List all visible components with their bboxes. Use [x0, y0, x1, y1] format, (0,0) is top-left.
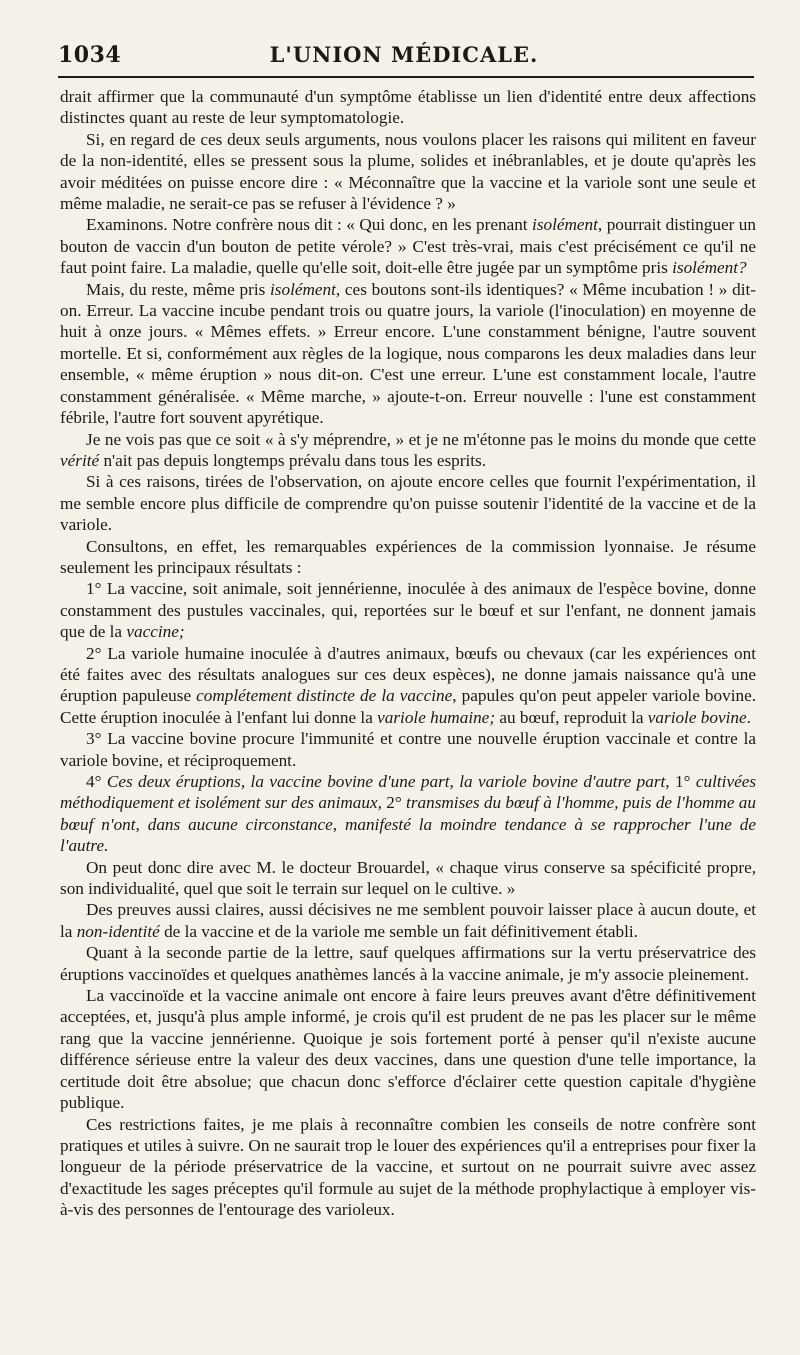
page-header — [58, 34, 750, 74]
paragraph: Si à ces raisons, tirées de l'observation, on ajoute encore celles que fournit l'expérimentation, il me semble encore plus difficile de comprendre qu'on puisse soutenir l'identité de la vaccine et de la variole. — [60, 472, 756, 535]
paragraph: 1° La vaccine, soit animale, soit jennérienne, inoculée à des animaux de l'espèce bovine, donne constamment des pustules vaccinales, qui, reportées sur le bœuf et sur l'enfant, ne donnent jamais que de la vaccine; — [60, 579, 756, 642]
paragraph: Je ne vois pas que ce soit « à s'y méprendre, » et je ne m'étonne pas le moins du monde que cette vérité n'ait pas depuis longtemps prévalu dans tous les esprits. — [60, 429, 756, 470]
paragraph: Des preuves aussi claires, aussi décisives ne me semblent pouvoir laisser place à aucun doute, et la non-identité de la vaccine et de la variole me semble un fait définitivement établi. — [60, 900, 756, 941]
paragraph: 2° La variole humaine inoculée à d'autres animaux, bœufs ou chevaux (car les expériences ont été faites avec des résultats analogues sur ces deux espèces), ne donne jamais naissance qu'à une éruption papuleuse complétement distincte de la vaccine, papules qu'on peut appeler variole bovine. Cette éruption inoculée à l'enfant lui donne la variole humaine; au bœuf, reproduit la variole bovine. — [60, 643, 756, 727]
paragraph: La vaccinoïde et la vaccine animale ont encore à faire leurs preuves avant d'être définitivement acceptées, et, jusqu'à plus ample informé, je crois qu'il est prudent de ne pas les placer sur le même rang que la vaccine jennérienne. Quoique je sois fortement porté à penser qu'il n'existe aucune différence sérieuse entre la valeur des deux vaccines, dans une question d'une telle importance, la certitude doit être absolue; que chacun donc s'efforce d'éclairer cette question capitale d'hygiène publique. — [60, 986, 756, 1113]
header-rule — [58, 76, 754, 78]
paragraph: On peut donc dire avec M. le docteur Brouardel, « chaque virus conserve sa spécificité propre, son individualité, quel que soit le terrain sur lequel on le cultive. » — [60, 857, 756, 899]
paragraph: Consultons, en effet, les remarquables expériences de la commission lyonnaise. Je résume seulement les principaux résultats : — [60, 536, 756, 577]
paragraph: 3° La vaccine bovine procure l'immunité et contre une nouvelle éruption vaccinale et contre la variole bovine, et réciproquement. — [60, 729, 756, 770]
paragraph: 4° Ces deux éruptions, la vaccine bovine d'une part, la variole bovine d'autre part, 1° cultivées méthodiquement et isolément sur des animaux, 2° transmises du bœuf à l'homme, puis de l'homme au bœuf n'ont, dans aucune circonstance, manifesté la moindre tendance à se rapprocher l'une de l'autre. — [60, 772, 757, 856]
paragraph: drait affirmer que la communauté d'un symptôme établisse un lien d'identité entre deux affections distinctes quant au reste de leur symptomatologie. — [60, 87, 756, 128]
page-number: 1034 — [58, 42, 122, 68]
paragraph: Quant à la seconde partie de la lettre, sauf quelques affirmations sur la vertu préservatrice des éruptions vaccinoïdes et quelques anathèmes lancés à la vaccine animale, je m'y associe pleinement. — [60, 943, 756, 984]
paragraph: Mais, du reste, même pris isolément, ces boutons sont-ils identiques? « Même incubation ! » dit-on. Erreur. La vaccine incube pendant trois ou quatre jours, la variole (l'inoculation) en moyenne de huit à onze jours. « Mêmes effets. » Erreur encore. L'une constamment bénigne, l'autre souvent mortelle. Et si, conformément aux règles de la logique, nous comparons les deux maladies dans leur ensemble, « même éruption » nous dit-on. C'est une erreur. L'une est constamment locale, l'autre constamment généralisée. « Même marche, » ajoute-t-on. Erreur nouvelle : l'une est constamment fébrile, l'autre fort souvent apyrétique. — [60, 279, 756, 428]
paragraph: Si, en regard de ces deux seuls arguments, nous voulons placer les raisons qui militent en faveur de la non-identité, elles se pressent sous la plume, solides et inébranlables, et je doute qu'après les avoir méditées on puisse encore dire : « Méconnaître que la vaccine et la variole sont une seule et même maladie, ne serait-ce pas se refuser à l'évidence ? » — [60, 129, 756, 214]
article-body — [60, 86, 756, 1221]
paragraph: Examinons. Notre confrère nous dit : « Qui donc, en les prenant isolément, pourrait distinguer un bouton de vaccin d'un bouton de petite vérole? » C'est très-vrai, mais c'est précisément ce qu'il ne faut point faire. La maladie, quelle qu'elle soit, doit-elle être jugée par un symptôme pris isolément? — [60, 215, 756, 278]
paragraph: Ces restrictions faites, je me plais à reconnaître combien les conseils de notre confrère sont pratiques et utiles à suivre. On ne saurait trop le louer des expériences qu'il a entreprises pour fixer la longueur de la période préservatrice de la vaccine, et surtout on ne pourrait suivre avec assez d'exactitude les sages préceptes qu'il formule au sujet de la méthode prophylactique à employer vis-à-vis des personnes de l'entourage des varioleux. — [60, 1114, 756, 1220]
running-title: L'UNION MÉDICALE. — [269, 42, 539, 67]
